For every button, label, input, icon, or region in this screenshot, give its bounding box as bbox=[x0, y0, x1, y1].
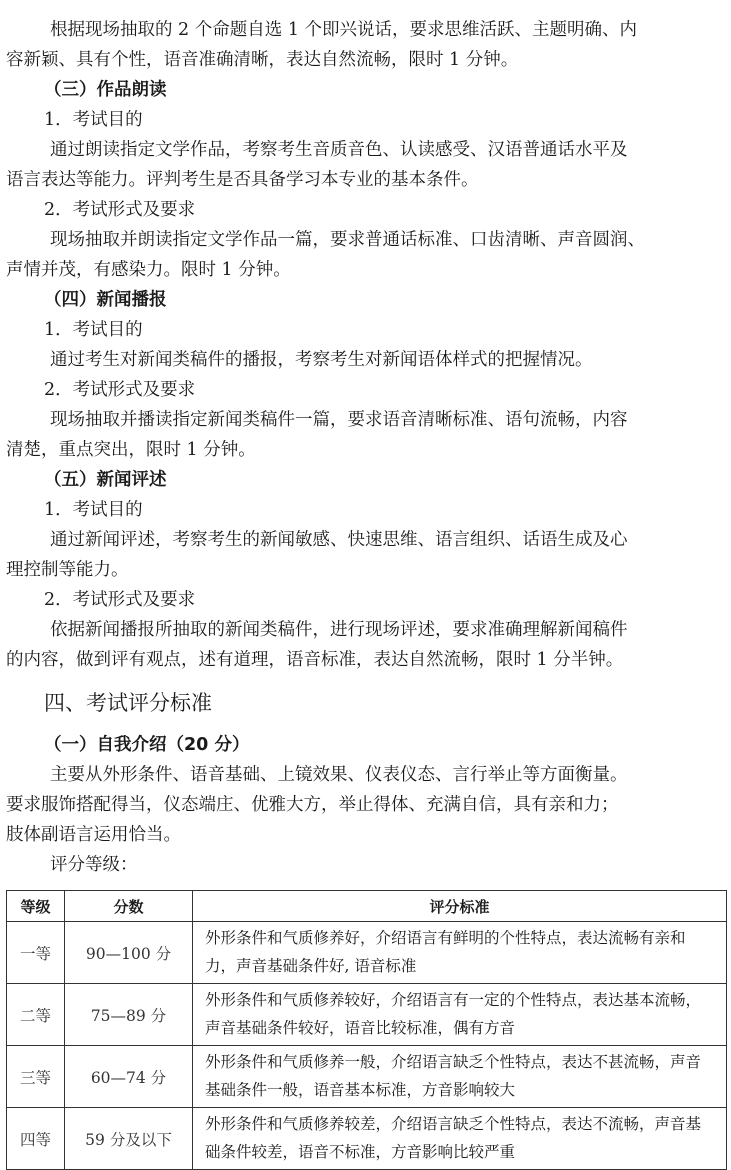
paragraph-line: 通过新闻评述，考察考生的新闻敏感、快速思维、语言组织、话语生成及心 bbox=[50, 530, 628, 550]
table-row bbox=[7, 1046, 727, 1108]
paragraph-line: 容新颖、具有个性，语音准确清晰，表达自然流畅，限时 1 分钟。 bbox=[6, 50, 519, 70]
paragraph-line: 现场抽取并播读指定新闻类稿件一篇，要求语音清晰标准、语句流畅，内容 bbox=[50, 410, 628, 430]
score-cell: 59 分及以下 bbox=[65, 1108, 193, 1170]
grade-cell: 四等 bbox=[7, 1108, 65, 1170]
grade-cell: 三等 bbox=[7, 1046, 65, 1108]
paragraph-line: 的内容，做到评有观点，述有道理，语音标准，表达自然流畅，限时 1 分半钟。 bbox=[6, 650, 624, 670]
paragraph-line: 清楚，重点突出，限时 1 分钟。 bbox=[6, 440, 256, 460]
criteria-cell: 外形条件和气质修养好，介绍语言有鲜明的个性特点，表达流畅有亲和力，声音基础条件好, 语音标准 bbox=[193, 922, 727, 984]
header-criteria: 评分标准 bbox=[193, 891, 727, 922]
paragraph-line: 通过朗读指定文学作品，考察考生音质音色、认读感受、汉语普通话水平及 bbox=[50, 140, 628, 160]
table-row bbox=[7, 922, 727, 984]
paragraph-line: 理控制等能力。 bbox=[6, 560, 129, 580]
paragraph-line: 现场抽取并朗读指定文学作品一篇，要求普通话标准、口齿清晰、声音圆润、 bbox=[50, 230, 645, 250]
grading-label: 评分等级： bbox=[50, 855, 138, 875]
score-cell: 60—74 分 bbox=[65, 1046, 193, 1108]
header-score: 分数 bbox=[65, 891, 193, 922]
subheading: 1．考试目的 bbox=[44, 110, 143, 130]
grade-cell: 二等 bbox=[7, 984, 65, 1046]
subheading: 2．考试形式及要求 bbox=[44, 380, 196, 400]
table-row bbox=[7, 1108, 727, 1170]
score-cell: 90—100 分 bbox=[65, 922, 193, 984]
paragraph-line: 声情并茂，有感染力。限时 1 分钟。 bbox=[6, 260, 291, 280]
paragraph-line: 要求服饰搭配得当，仪态端庄、优雅大方，举止得体、充满自信，具有亲和力； bbox=[6, 795, 619, 815]
score-cell: 75—89 分 bbox=[65, 984, 193, 1046]
header-grade: 等级 bbox=[7, 891, 65, 922]
section-heading-3: （三）作品朗读 bbox=[44, 80, 167, 100]
paragraph-line: 肢体副语言运用恰当。 bbox=[6, 825, 181, 845]
grading-table bbox=[6, 890, 727, 1170]
subheading: 1．考试目的 bbox=[44, 320, 143, 340]
table-header-row bbox=[7, 891, 727, 922]
section-heading-self-intro: （一）自我介绍（20 分） bbox=[44, 735, 250, 755]
paragraph-line: 根据现场抽取的 2 个命题自选 1 个即兴说话，要求思维活跃、主题明确、内 bbox=[50, 20, 638, 40]
criteria-cell: 外形条件和气质修养较好，介绍语言有一定的个性特点，表达基本流畅，声音基础条件较好，语音比较标准，偶有方音 bbox=[193, 984, 727, 1046]
chapter-heading: 四、考试评分标准 bbox=[44, 691, 212, 715]
subheading: 2．考试形式及要求 bbox=[44, 590, 196, 610]
grade-cell: 一等 bbox=[7, 922, 65, 984]
section-heading-5: （五）新闻评述 bbox=[44, 470, 167, 490]
subheading: 2．考试形式及要求 bbox=[44, 200, 196, 220]
subheading: 1．考试目的 bbox=[44, 500, 143, 520]
section-heading-4: （四）新闻播报 bbox=[44, 290, 167, 310]
paragraph-line: 主要从外形条件、语音基础、上镜效果、仪表仪态、言行举止等方面衡量。 bbox=[50, 765, 628, 785]
criteria-cell: 外形条件和气质修养较差，介绍语言缺乏个性特点，表达不流畅，声音基础条件较差，语音不标准，方音影响比较严重 bbox=[193, 1108, 727, 1170]
paragraph-line: 通过考生对新闻类稿件的播报，考察考生对新闻语体样式的把握情况。 bbox=[50, 350, 593, 370]
criteria-cell: 外形条件和气质修养一般，介绍语言缺乏个性特点，表达不甚流畅，声音基础条件一般，语音基本标准，方音影响较大 bbox=[193, 1046, 727, 1108]
paragraph-line: 依据新闻播报所抽取的新闻类稿件，进行现场评述，要求准确理解新闻稿件 bbox=[50, 620, 628, 640]
paragraph-line: 语言表达等能力。评判考生是否具备学习本专业的基本条件。 bbox=[6, 170, 479, 190]
table-row bbox=[7, 984, 727, 1046]
